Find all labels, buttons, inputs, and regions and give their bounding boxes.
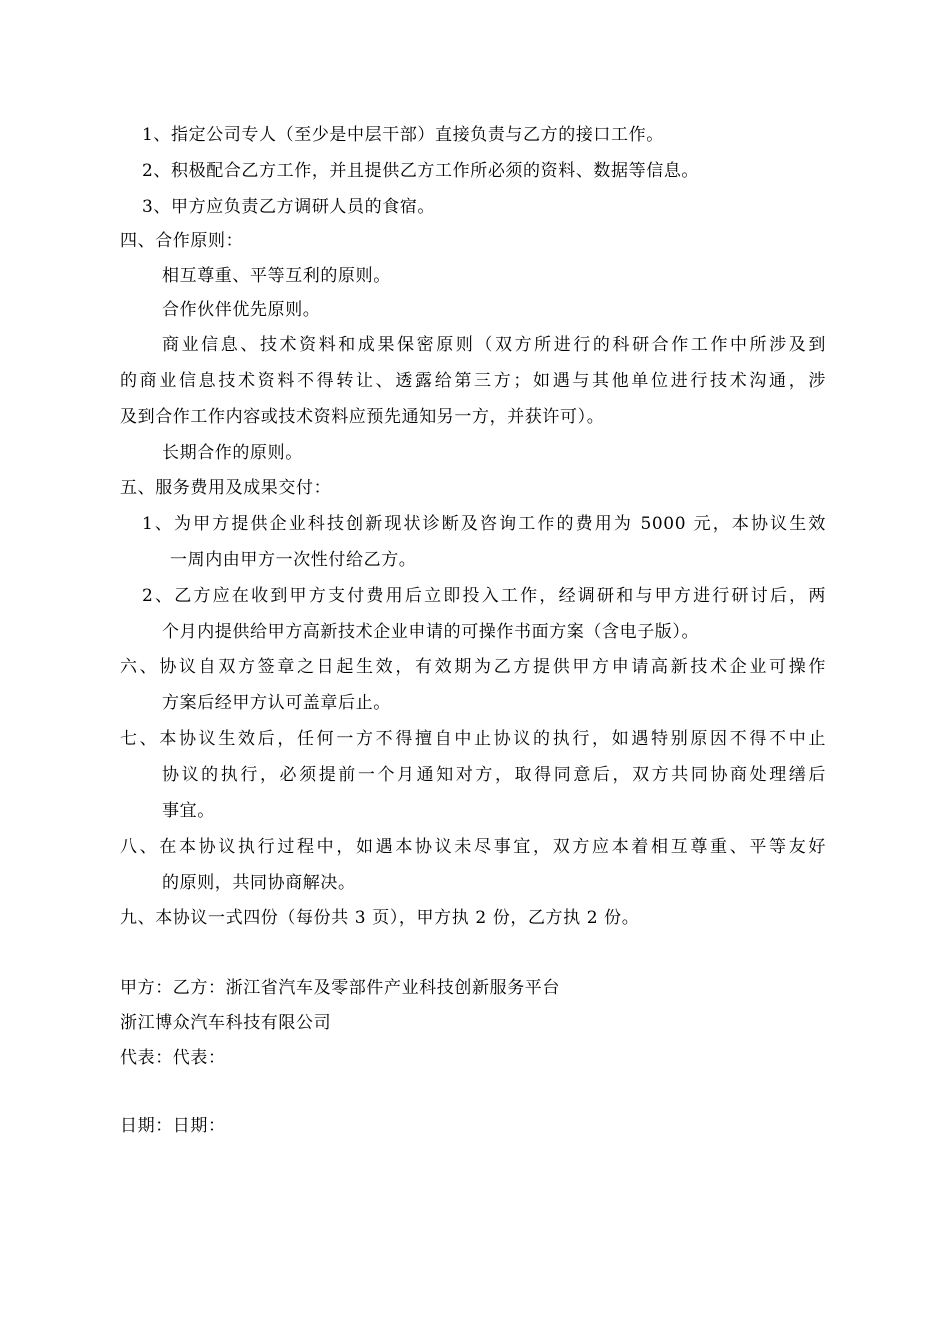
principle-3-line-2: 的商业信息技术资料不得转让、透露给第三方；如遇与其他单位进行技术沟通，涉 [120,371,826,391]
fee-item-1-line-1: 1、为甲方提供企业科技创新现状诊断及咨询工作的费用为 5000 元，本协议生效 [142,514,826,534]
fee-item-2-line-2: 个月内提供给甲方高新技术企业申请的可操作书面方案（含电子版）。 [162,622,700,642]
section-7-line-2: 协议的执行，必须提前一个月通知对方，取得同意后，双方共同协商处理缮后 [162,765,826,785]
signature-dates: 日期：日期： [120,1116,226,1136]
duty-item-2: 2、积极配合乙方工作，并且提供乙方工作所必须的资料、数据等信息。 [142,161,700,181]
principle-3-line-3: 及到合作工作内容或技术资料应预先通知另一方，并获许可）。 [120,407,605,427]
section-6-line-1: 六、协议自双方签章之日起生效，有效期为乙方提供甲方申请高新技术企业可操作 [120,657,826,677]
principle-2: 合作伙伴优先原则。 [162,300,321,320]
section-4-heading: 四、合作原则： [120,231,244,251]
section-7-line-1: 七、本协议生效后，任何一方不得擅自中止协议的执行，如遇特别原因不得不中止 [120,729,826,749]
principle-1: 相互尊重、平等互利的原则。 [162,266,391,286]
fee-item-2-line-1: 2、乙方应在收到甲方支付费用后立即投入工作，经调研和与甲方进行研讨后，两 [142,586,826,606]
section-6-line-2: 方案后经甲方认可盖章后止。 [162,693,391,713]
duty-item-3: 3、甲方应负责乙方调研人员的食宿。 [142,197,436,217]
fee-item-1-line-2: 一周内由甲方一次性付给乙方。 [170,550,417,570]
section-9-line-1: 九、本协议一式四份（每份共 3 页），甲方执 2 份，乙方执 2 份。 [120,908,640,928]
section-8-line-1: 八、在本协议执行过程中，如遇本协议未尽事宜，双方应本着相互尊重、平等友好 [120,837,826,857]
section-8-line-2: 的原则，共同协商解决。 [162,873,356,893]
duty-item-1: 1、指定公司专人（至少是中层干部）直接负责与乙方的接口工作。 [142,125,664,145]
principle-4: 长期合作的原则。 [162,443,303,463]
signature-parties: 甲方：乙方：浙江省汽车及零部件产业科技创新服务平台 [120,978,560,998]
section-7-line-3: 事宜。 [162,801,215,821]
principle-3-line-1: 商业信息、技术资料和成果保密原则（双方所进行的科研合作工作中所涉及到 [162,335,826,355]
signature-company: 浙江博众汽车科技有限公司 [120,1013,332,1033]
section-5-heading: 五、服务费用及成果交付： [120,478,332,498]
signature-representatives: 代表：代表： [120,1048,226,1068]
